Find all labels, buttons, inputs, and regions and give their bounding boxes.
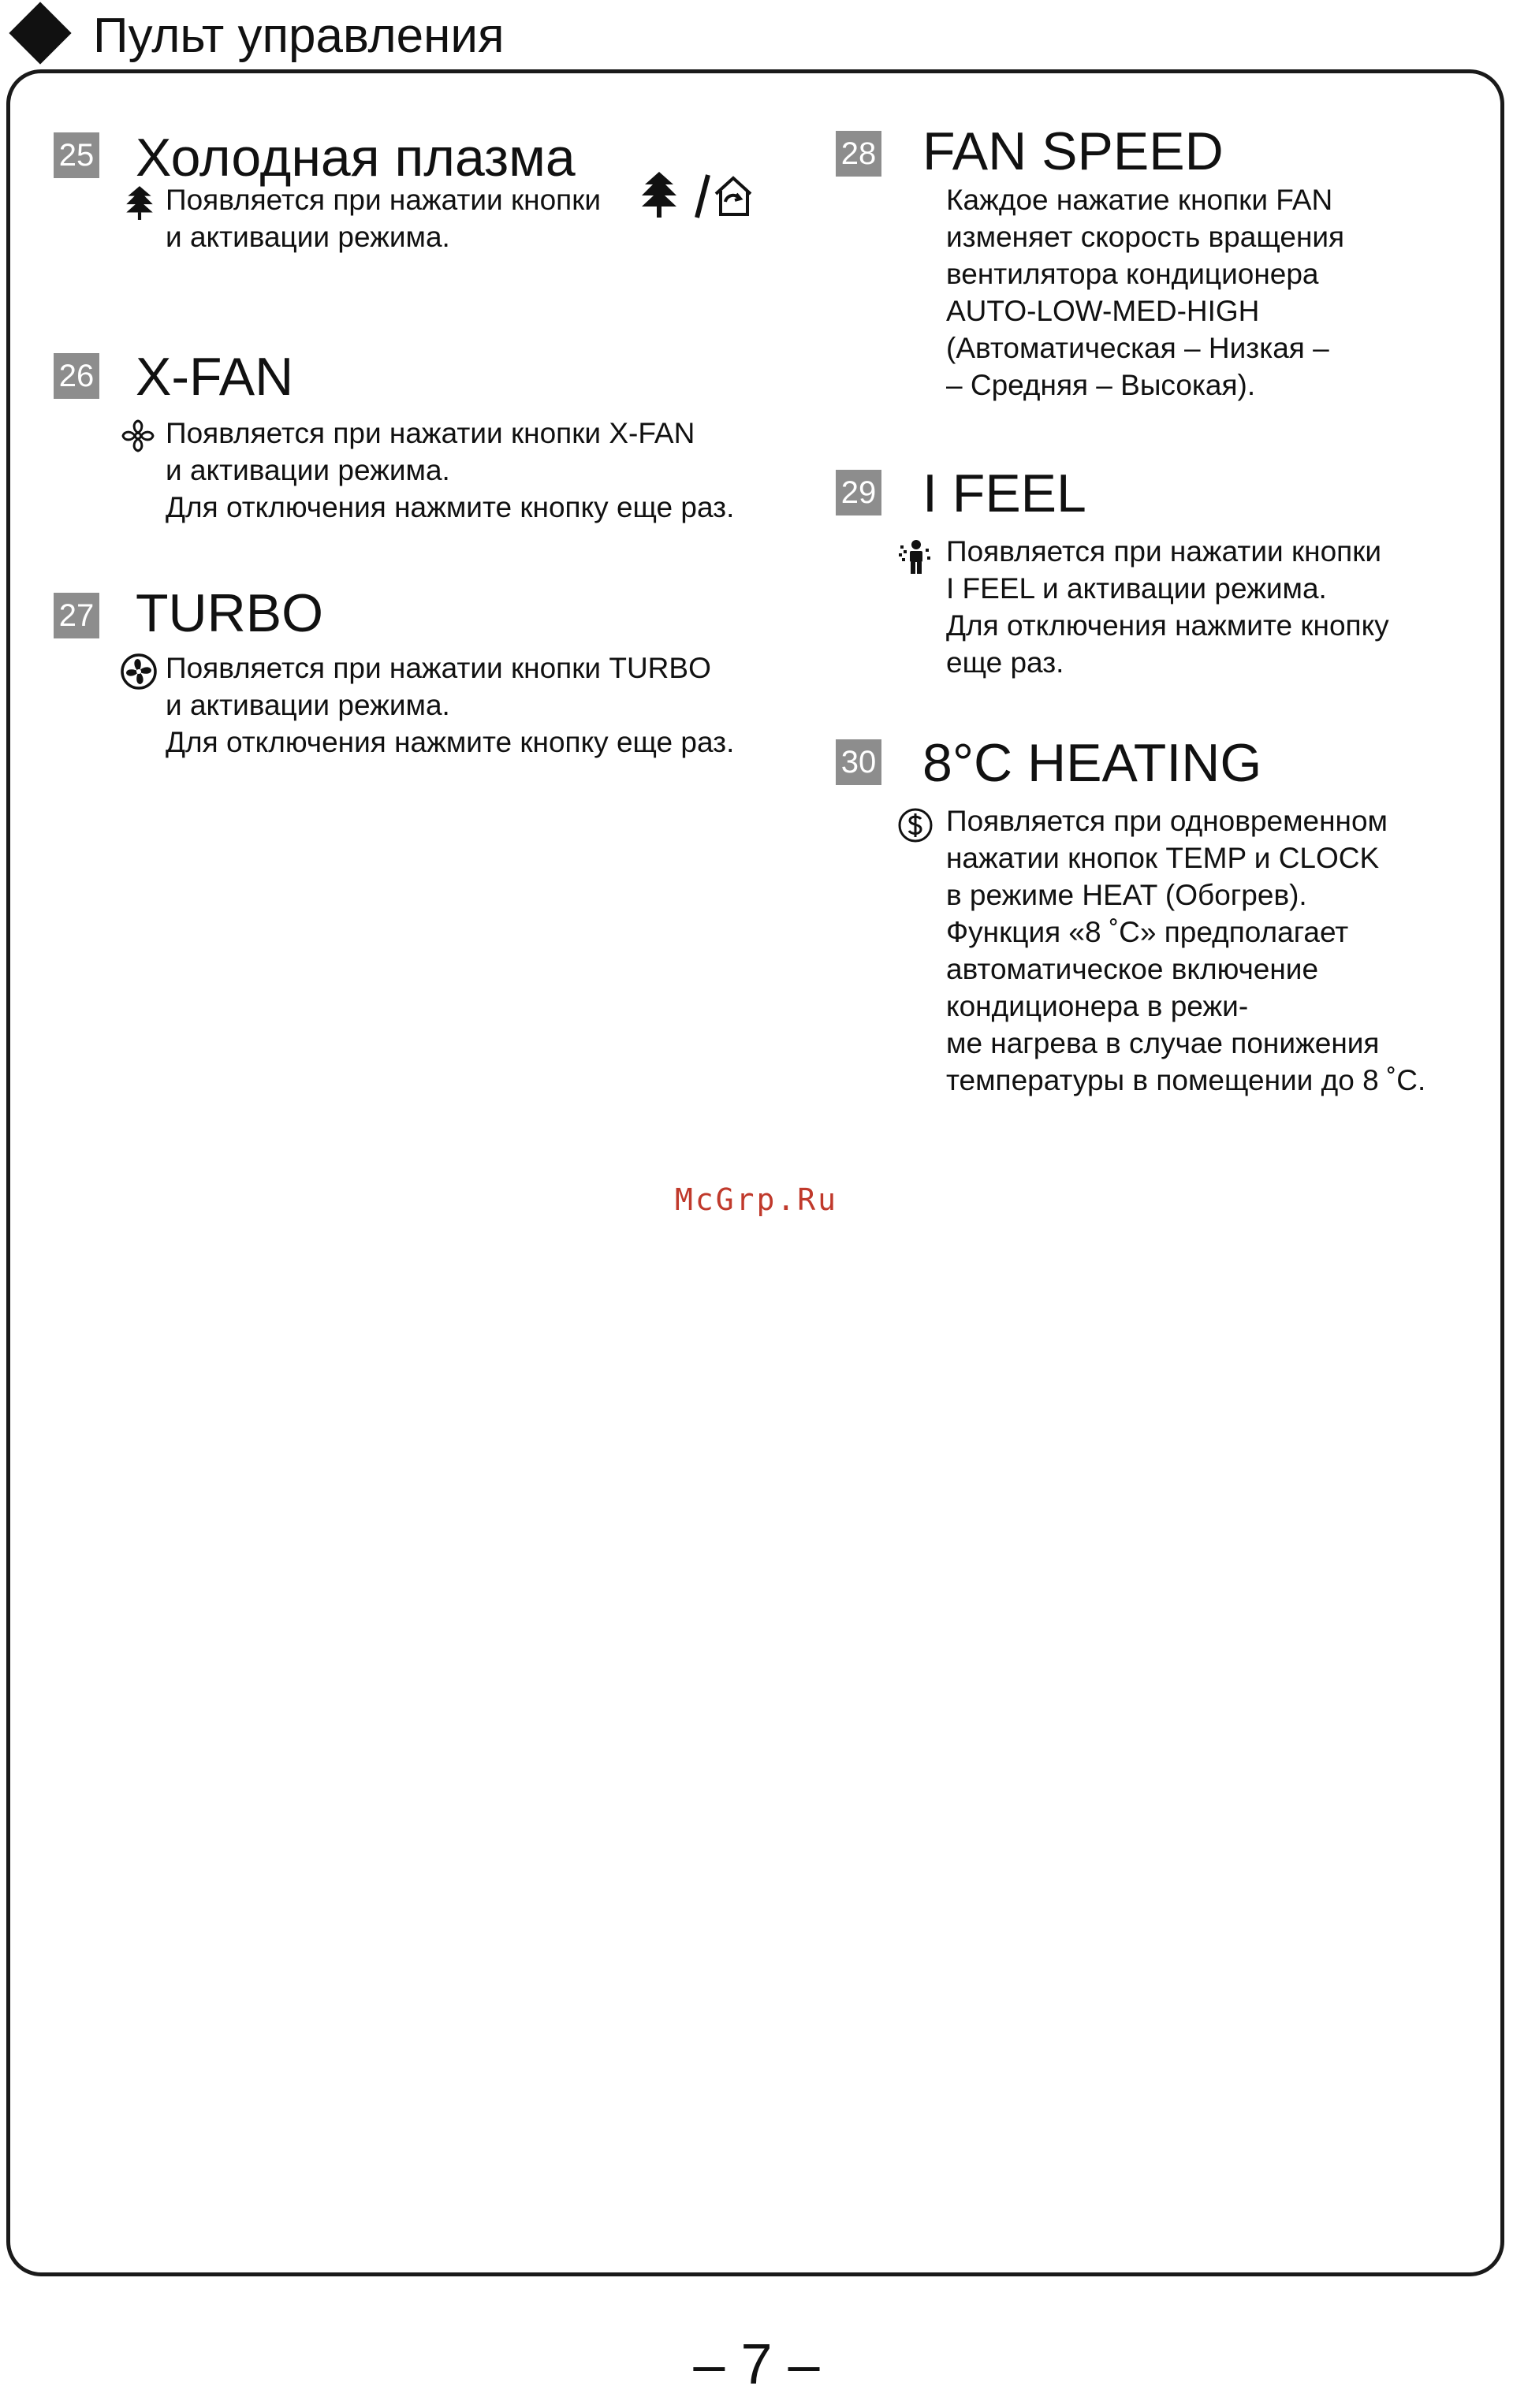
- section-title: FAN SPEED: [922, 121, 1224, 181]
- description-line: изменяет скорость вращения: [946, 221, 1345, 253]
- section-number: 28: [836, 131, 881, 177]
- description-line: еще раз.: [946, 646, 1064, 679]
- section-description: [166, 649, 734, 761]
- page-number: – 7 –: [693, 2333, 820, 2396]
- section-number: 29: [836, 470, 881, 515]
- description-line: ме нагрева в случае понижения: [946, 1027, 1380, 1059]
- section-title: 8°C HEATING: [922, 733, 1262, 793]
- description-line: температуры в помещении до 8 ˚С.: [946, 1064, 1426, 1096]
- description-line: Для отключения нажмите кнопку еще раз.: [166, 726, 735, 758]
- description-line: Появляется при нажатии кнопки: [946, 535, 1382, 568]
- description-line: Появляется при нажатии кнопки TURBO: [166, 652, 711, 684]
- dollar-circle-icon: [897, 807, 934, 843]
- person-icon: [897, 538, 932, 575]
- watermark: McGrp.Ru: [674, 1182, 839, 1217]
- section-title: X-FAN: [136, 347, 294, 407]
- section-title: TURBO: [136, 583, 323, 643]
- house-icon: [716, 178, 751, 214]
- tree-icon: [123, 184, 156, 221]
- page-header: [0, 0, 1513, 71]
- section-description: [946, 181, 1344, 404]
- description-line: I FEEL и активации режима.: [946, 572, 1327, 605]
- section-29: [836, 463, 1482, 706]
- fan-icon: [120, 418, 156, 454]
- description-line: – Средняя – Высокая).: [946, 369, 1256, 401]
- description-line: Для отключения нажмите кнопку: [946, 609, 1389, 642]
- section-27: [54, 583, 803, 766]
- description-line: AUTO-LOW-MED-HIGH: [946, 295, 1260, 327]
- section-description: [946, 802, 1425, 1099]
- description-line: (Автоматическая – Низкая –: [946, 332, 1329, 364]
- description-line: Появляется при одновременном: [946, 805, 1388, 837]
- description-line: и активации режима.: [166, 221, 450, 253]
- description-line: в режиме HEAT (Обогрев).: [946, 879, 1307, 911]
- description-line: вентилятора кондиционера: [946, 258, 1319, 290]
- section-30: [836, 733, 1506, 1133]
- section-28: [836, 121, 1482, 415]
- description-line: и активации режима.: [166, 454, 450, 486]
- section-25: [54, 128, 763, 290]
- section-description: [946, 533, 1389, 681]
- description-line: нажатии кнопок TEMP и CLOCK: [946, 842, 1380, 874]
- description-line: Для отключения нажмите кнопку еще раз.: [166, 491, 735, 523]
- description-line: кондиционера в режи-: [946, 990, 1249, 1022]
- tree-house-icon: [637, 169, 755, 224]
- description-line: автоматическое включение: [946, 953, 1319, 985]
- section-number: 27: [54, 593, 99, 638]
- section-description: [166, 415, 734, 526]
- section-number: 30: [836, 739, 881, 785]
- section-number: 25: [54, 132, 99, 178]
- description-line: Появляется при нажатии кнопки: [166, 184, 602, 216]
- description-line: и активации режима.: [166, 689, 450, 721]
- tree-icon: [642, 172, 676, 218]
- page-title: Пульт управления: [93, 9, 505, 63]
- diamond-bullet-icon: [8, 2, 74, 65]
- section-title: I FEEL: [922, 463, 1086, 523]
- section-description: [166, 181, 601, 255]
- section-26: [54, 347, 803, 527]
- section-title: Холодная плазма: [136, 128, 576, 188]
- button-icons: [637, 169, 755, 224]
- description-line: Каждое нажатие кнопки FAN: [946, 184, 1333, 216]
- description-line: Появляется при нажатии кнопки X-FAN: [166, 417, 695, 449]
- turbo-icon: [120, 653, 158, 690]
- description-line: Функция «8 ˚С» предполагает: [946, 916, 1349, 948]
- section-number: 26: [54, 353, 99, 399]
